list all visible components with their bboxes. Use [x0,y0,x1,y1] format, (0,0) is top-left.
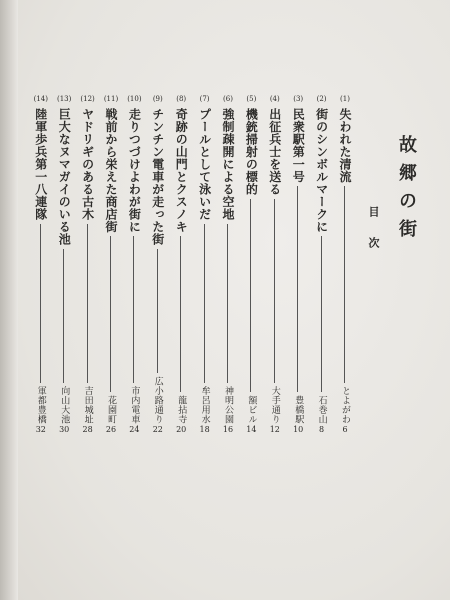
toc-leader-line [157,249,158,373]
toc-entry-place: 市内電車 [129,386,140,424]
toc-entry [56,96,72,441]
toc-leader-line [344,186,345,383]
toc-entry-page: 20 [176,425,187,434]
toc-leader-line [274,199,275,383]
toc-entry-page: 12 [269,425,280,434]
toc-entry-number: (9) [152,95,163,103]
toc-leader-line [250,199,251,392]
toc-entry-place: 石巻山 [316,395,327,424]
toc-entry-place: 豊橋駅 [293,395,304,424]
toc-entry-number: (5) [246,95,257,103]
toc-leader-line [133,236,134,383]
toc-entry [220,96,236,441]
toc-entry-number: (7) [199,95,210,103]
toc-entry-number: (13) [57,95,72,103]
toc-leader-line [204,224,205,383]
toc-entry-place: 神明公園 [223,386,233,424]
toc-entry-number: (12) [80,95,95,103]
toc-entry-title: 強制疎開による空地 [221,108,235,221]
toc-entry [126,96,142,441]
toc-entry-number: (1) [340,95,350,103]
toc-entry-title: 機銃掃射の標的 [244,108,259,196]
toc-entry-title: 民衆駅第一号 [291,108,306,183]
toc-entry-number: (3) [293,95,304,103]
toc-entry-number: (4) [269,95,280,103]
toc-heading: 目次 [367,206,380,268]
toc-entry-title: 巨大なヌマガイのいる池 [57,108,72,246]
toc-entry [103,96,119,441]
toc-entry-page: 28 [82,425,93,434]
toc-entry-page: 22 [152,425,163,434]
toc-entry-place: 軍都豊橋 [35,386,46,424]
toc-leader-line [227,224,228,383]
book-binding-shadow [0,0,18,600]
toc-entry-title: 出征兵士を送る [267,108,282,196]
toc-entry-title: 陸軍歩兵第一八連隊 [33,108,48,221]
toc-entry [150,96,166,441]
toc-leader-line [321,236,322,392]
toc-leader-line [40,224,41,383]
toc-leader-line [180,236,181,392]
toc-entry [243,96,259,441]
toc-leader-line [63,249,64,383]
toc-entry-number: (6) [223,95,233,103]
toc-entry [290,96,306,441]
toc-entry-title: 戦前から栄えた商店街 [104,108,118,233]
toc-entry-page: 14 [246,425,257,434]
toc-leader-line [297,186,298,392]
toc-entry-page: 10 [293,425,304,434]
toc-entry-title: 街のシンボルマークに [314,108,329,233]
toc-entry-page: 24 [129,425,140,434]
toc-entry-number: (11) [103,95,119,103]
toc-entry-number: (8) [176,95,187,103]
toc-entry-page: 16 [222,425,234,434]
toc-entry-number: (2) [316,95,327,103]
toc-entry-place: 牟呂用水 [199,386,210,424]
toc-leader-line [87,224,88,383]
toc-entry [33,96,49,441]
toc-entry-number: (10) [127,95,142,103]
toc-entry-place: 吉田城址 [82,386,93,424]
toc-entry-page: 18 [199,425,210,434]
toc-entry-place: 大手通り [269,386,280,424]
toc-entry-title: 奇跡の山門とクスノキ [174,108,189,233]
toc-entry-title: ヤドリギのある古木 [80,108,95,221]
toc-entry-place: 額ビル [246,395,257,424]
book-title: 故郷の街 [396,135,417,247]
toc-entry-place: 花園町 [106,395,116,424]
toc-entry-page: 6 [342,425,348,434]
toc-entry-title: 走りつづけよわが街に [127,108,142,233]
toc-entry-title: プールとして泳いだ [197,108,212,221]
toc-entry [267,96,283,441]
toc-entry-page: 8 [319,425,325,434]
toc-entry-page: 32 [35,425,46,434]
toc-entry [337,96,353,441]
toc-entry [314,96,330,441]
toc-entry [80,96,96,441]
toc-entry-number: (14) [33,95,48,103]
toc-entry-place: 龍拈寺 [176,395,187,424]
toc-entry-page: 30 [59,425,70,434]
toc-entry-place: とよがわ [340,386,350,424]
toc-entry-place: 向山大池 [59,386,70,424]
toc-entry-title: 失われた清流 [338,108,352,183]
toc-entry [197,96,213,441]
toc-entry-title: チンチン電車が走った街 [150,108,165,246]
toc-entry-place: 広小路通り [152,376,163,424]
toc-entry-page: 26 [105,425,117,434]
toc-leader-line [110,236,111,392]
toc-entry [173,96,189,441]
